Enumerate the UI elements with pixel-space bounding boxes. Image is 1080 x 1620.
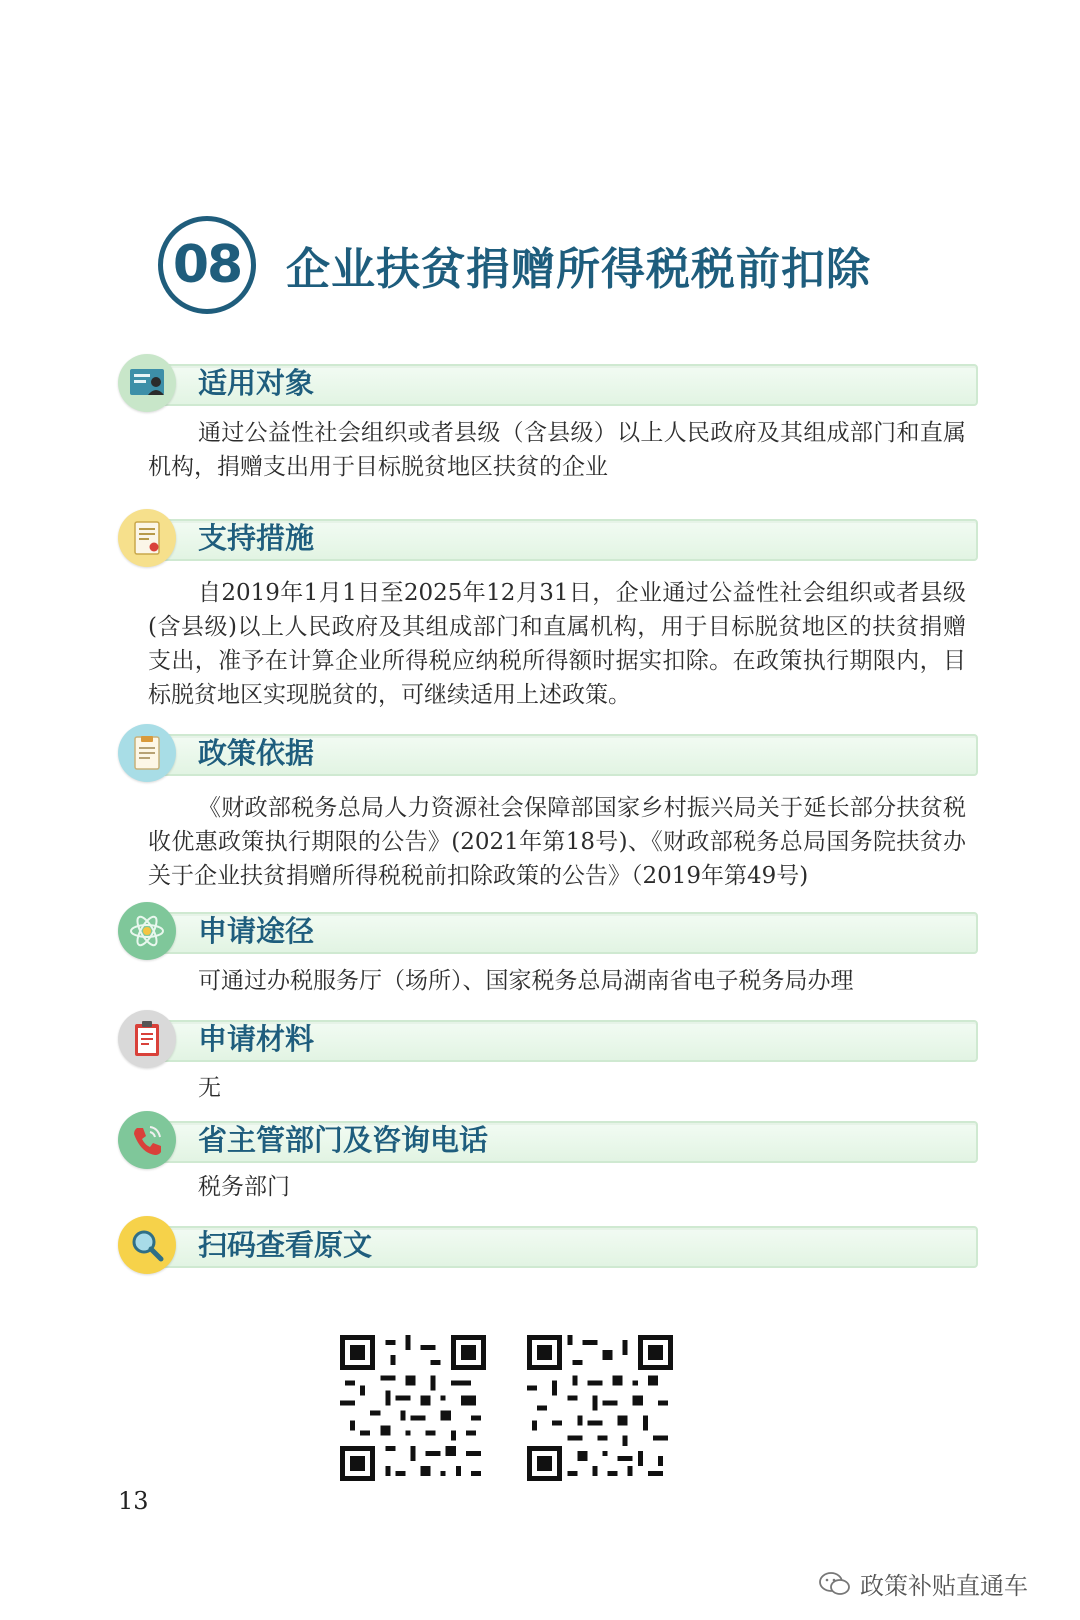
header-support-measures — [118, 509, 978, 567]
section-label: 政策依据 — [198, 736, 315, 770]
section-label: 扫码查看原文 — [198, 1228, 373, 1262]
support-measures-text: 自2019年1月1日至2025年12月31日，企业通过公益性社会组织或者县级(含县级)以上人民政府及其组成部门和直属机构，用于目标脱贫地区的扶贫捐赠支出，准予在计算企业所得税应纳税所得额时据实扣除。在政策执行期限内，目标脱贫地区实现脱贫的，可继续适用上述政策。 — [148, 580, 966, 708]
section-label: 适用对象 — [198, 366, 315, 400]
section-label: 申请途径 — [198, 914, 315, 948]
watermark — [818, 1566, 1028, 1601]
section-title — [158, 215, 871, 315]
document-icon — [118, 724, 176, 782]
policy-basis-text: 《财政部税务总局人力资源社会保障部国家乡村振兴局关于延长部分扶贫税收优惠政策执行期限的公告》(2021年第18号)、《财政部税务总局国务院扶贫办关于企业扶贫捐赠所得税税前扣除政策的公告》（2019年第49号) — [148, 795, 966, 889]
wechat-icon — [818, 1571, 852, 1597]
page-title: 企业扶贫捐赠所得税税前扣除 — [286, 244, 871, 295]
scroll-icon — [118, 509, 176, 567]
section-number-badge: 08 — [158, 216, 256, 314]
header-scan-original — [118, 1216, 978, 1274]
section-label: 申请材料 — [198, 1022, 315, 1056]
department-contact-text: 税务部门 — [198, 1174, 290, 1200]
atom-icon — [118, 902, 176, 960]
section-label: 省主管部门及咨询电话 — [198, 1123, 489, 1157]
magnifier-icon — [118, 1216, 176, 1274]
header-department-contact — [118, 1111, 978, 1169]
certificate-icon — [118, 354, 176, 412]
application-channel-text: 可通过办税服务厅（场所）、国家税务总局湖南省电子税务局办理 — [198, 968, 854, 994]
qr-code-2[interactable] — [527, 1335, 673, 1481]
header-application-channel — [118, 902, 978, 960]
watermark-text: 政策补贴直通车 — [860, 1572, 1028, 1600]
qr-code-1[interactable] — [340, 1335, 486, 1481]
applicable-subjects-text: 通过公益性社会组织或者县级（含县级）以上人民政府及其组成部门和直属机构，捐赠支出用于目标脱贫地区扶贫的企业 — [148, 420, 966, 480]
header-applicable-subjects — [118, 354, 978, 412]
section-label: 支持措施 — [198, 521, 315, 555]
header-policy-basis — [118, 724, 978, 782]
phone-icon — [118, 1111, 176, 1169]
clipboard-icon — [118, 1010, 176, 1068]
page-number: 13 — [118, 1487, 149, 1515]
application-materials-text: 无 — [198, 1075, 221, 1101]
header-application-materials — [118, 1010, 978, 1068]
